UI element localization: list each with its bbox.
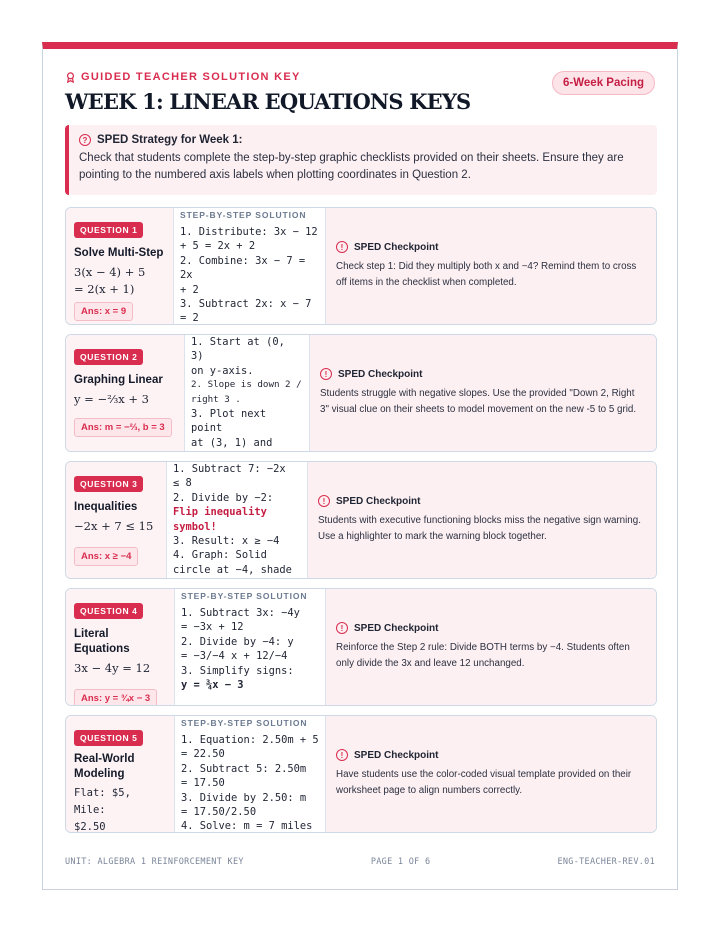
- alert-circle-icon: !: [336, 622, 348, 634]
- question-title: Inequalities: [74, 501, 138, 513]
- checkpoint-heading: [336, 241, 646, 253]
- step-line: + 5 = 2x + 2: [180, 240, 256, 253]
- steps-list: [191, 335, 303, 451]
- page-header: [65, 71, 655, 121]
- question-card-5: [65, 715, 657, 833]
- question-label: QUESTION 2: [74, 349, 143, 365]
- equation-line: = 2(x + 1): [74, 282, 135, 296]
- step-line: 4. Graph: Solid: [173, 549, 267, 562]
- step-line: = 22.50: [181, 748, 225, 761]
- step-line: 3. Divide by 2.50: m: [181, 791, 307, 804]
- question-card-2: [65, 334, 657, 452]
- solution-steps: [184, 335, 310, 451]
- question-equation: [74, 518, 158, 535]
- warning-step: Flip inequality: [173, 506, 267, 519]
- sped-checkpoint: [310, 335, 656, 451]
- question-label: QUESTION 4: [74, 603, 143, 619]
- solution-steps: [174, 589, 326, 705]
- answer-badge: Ans: y = ¾x − 3: [74, 689, 157, 706]
- steps-list: [173, 462, 301, 577]
- footer-page-number: PAGE 1 OF 6: [370, 857, 431, 867]
- answer-badge: Ans: x ≥ −4: [74, 547, 138, 566]
- checkpoint-body: Have students use the color-coded visual template provided on their worksheet page to align numbers correctly.: [336, 769, 632, 796]
- question-panel: [66, 335, 184, 451]
- question-panel: [66, 589, 174, 705]
- equation-line: 3x − 4y = 12: [74, 661, 151, 675]
- alert-circle-icon: !: [318, 495, 330, 507]
- question-title: Real-World Modeling: [74, 753, 135, 780]
- page-title: WEEK 1: LINEAR EQUATIONS KEYS: [65, 89, 471, 114]
- strategy-heading: [79, 134, 647, 146]
- solution-key-page: [42, 42, 678, 890]
- step-line: = −3x + 12: [181, 621, 244, 634]
- step-line: 4. Solve: m = 7 miles: [181, 820, 313, 832]
- alert-circle-icon: !: [336, 749, 348, 761]
- step-line: 1. Equation: 2.50m + 5: [181, 734, 319, 746]
- footer-revision: ENG-TEACHER-REV.01: [557, 857, 655, 867]
- question-panel: [66, 716, 174, 832]
- checkpoint-heading: [336, 749, 646, 761]
- footer-unit: UNIT: ALGEBRA 1 REINFORCEMENT KEY: [65, 857, 244, 867]
- checkpoint-heading: [318, 495, 646, 507]
- question-label: QUESTION 5: [74, 730, 143, 746]
- checkpoint-title: SPED Checkpoint: [354, 622, 439, 634]
- question-card-1: [65, 207, 657, 325]
- strategy-title: SPED Strategy for Week 1:: [97, 134, 243, 146]
- step-line: 2. Slope is down 2 / right 3 .: [191, 379, 302, 405]
- sped-strategy-callout: [65, 125, 657, 195]
- equation-line: Flat: $5, Mile:: [74, 787, 131, 816]
- steps-list: [180, 225, 319, 324]
- step-line: = −3/−4 x + 12/−4: [181, 650, 288, 663]
- alert-circle-icon: !: [320, 368, 332, 380]
- question-label: QUESTION 3: [74, 476, 143, 492]
- step-line: at (3, 1) and: [191, 436, 273, 449]
- sped-checkpoint: [326, 589, 656, 705]
- sped-checkpoint: [326, 208, 656, 324]
- pacing-badge: 6-Week Pacing: [552, 71, 655, 95]
- steps-header: STEP-BY-STEP SOLUTION: [180, 210, 307, 220]
- question-equation: [74, 391, 176, 408]
- sped-checkpoint: [308, 462, 656, 578]
- question-card-3: [65, 461, 657, 579]
- question-title: Graphing Linear: [74, 374, 163, 386]
- equation-line: $2.50: [74, 821, 106, 833]
- step-line: 2. Combine: 3x − 7 = 2x: [180, 254, 306, 282]
- checkpoint-title: SPED Checkpoint: [336, 495, 421, 507]
- steps-list: [181, 606, 319, 692]
- step-line: 1. Distribute: 3x − 12: [180, 226, 318, 238]
- warning-step: symbol!: [173, 520, 217, 533]
- step-line: 1. Start at (0, 3): [191, 336, 285, 363]
- equation-line: 3(x − 4) + 5: [74, 265, 146, 279]
- checkpoint-heading: [336, 622, 646, 634]
- answer-badge: Ans: m = −⅔, b = 3: [74, 418, 172, 437]
- question-panel: [66, 462, 166, 578]
- question-equation: [74, 785, 166, 833]
- checkpoint-title: SPED Checkpoint: [338, 368, 423, 380]
- step-line: ≤ 8: [173, 477, 192, 490]
- strategy-body: Check that students complete the step-by-step graphic checklists provided on their sheets. Ensure they are pointing to the numbered axis labels when plotting coordinates in Question 2.: [79, 152, 624, 181]
- sped-checkpoint: [326, 716, 656, 832]
- step-line: 3. Result: x ≥ −4: [173, 535, 280, 548]
- steps-list: [181, 733, 319, 832]
- checkpoint-title: SPED Checkpoint: [354, 241, 439, 253]
- step-line: = 2: [180, 312, 199, 324]
- question-panel: [66, 208, 173, 324]
- answer-badge: Ans: x = 9: [74, 302, 133, 321]
- step-line: 1. Subtract 7: −2x: [173, 463, 286, 475]
- checkpoint-title: SPED Checkpoint: [354, 749, 439, 761]
- step-line: 2. Subtract 5: 2.50m: [181, 762, 307, 775]
- checkpoint-body: Reinforce the Step 2 rule: Divide BOTH terms by −4. Students often only divide the 3x and leave 12 unchanged.: [336, 642, 630, 669]
- equation-line: −2x + 7 ≤ 15: [74, 519, 154, 533]
- steps-header: STEP-BY-STEP SOLUTION: [181, 718, 308, 728]
- solution-steps: [173, 208, 326, 324]
- alert-circle-icon: !: [336, 241, 348, 253]
- question-circle-icon: ?: [79, 134, 91, 146]
- equation-line: y = −⅔x + 3: [74, 392, 149, 406]
- step-line: on y-axis.: [191, 364, 254, 377]
- step-line: 3. Plot next point: [191, 408, 267, 435]
- step-line: 2. Divide by −2:: [173, 491, 274, 504]
- checkpoint-heading: [320, 368, 646, 380]
- question-title: Literal Equations: [74, 628, 130, 655]
- question-title: Solve Multi-Step: [74, 247, 164, 259]
- solution-steps: [174, 716, 326, 832]
- award-icon: [65, 72, 76, 83]
- step-line: 2. Divide by −4: y: [181, 635, 294, 648]
- step-line: + 2: [180, 283, 199, 296]
- steps-header: STEP-BY-STEP SOLUTION: [181, 591, 308, 601]
- question-card-4: [65, 588, 657, 706]
- step-line: 3. Simplify signs:: [181, 664, 294, 677]
- step-line: = 17.50/2.50: [181, 806, 257, 819]
- step-line: = 17.50: [181, 777, 225, 790]
- checkpoint-body: Students with executive functioning blocks miss the negative sign warning. Use a highlighter to mark the warning block together.: [318, 515, 641, 542]
- checkpoint-body: Students struggle with negative slopes. Use the provided "Down 2, Right 3" visual clue on their sheets to model movement on the new -5 to 5 grid.: [320, 388, 637, 415]
- page-footer: [65, 857, 655, 867]
- kicker-text: GUIDED TEACHER SOLUTION KEY: [81, 71, 301, 83]
- step-line: circle at −4, shade: [173, 563, 292, 576]
- question-equation: [74, 264, 165, 298]
- step-line: 1. Subtract 3x: −4y: [181, 607, 300, 619]
- solution-steps: [166, 462, 308, 578]
- question-equation: [74, 660, 166, 677]
- step-line: y = ¾x − 3: [181, 679, 244, 692]
- question-label: QUESTION 1: [74, 222, 143, 238]
- step-line: 3. Subtract 2x: x − 7: [180, 298, 312, 311]
- checkpoint-body: Check step 1: Did they multiply both x and −4? Remind them to cross off items in the checklist when completed.: [336, 261, 637, 288]
